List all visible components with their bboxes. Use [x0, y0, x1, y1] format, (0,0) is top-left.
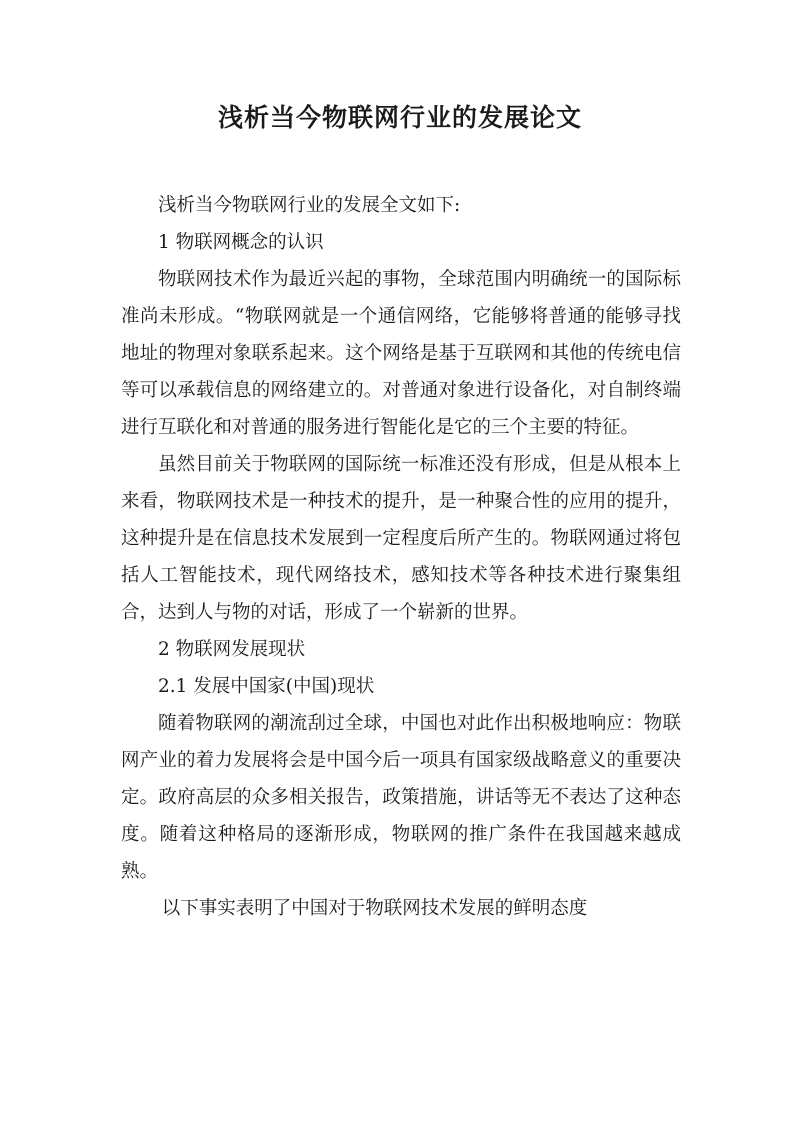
body-paragraph: 随着物联网的潮流刮过全球，中国也对此作出积极地响应：物联网产业的着力发展将会是中国今后一项具有国家级战略意义的重要决定。政府高层的众多相关报告，政策措施，讲话等无不表达了这种态度。随着这种格局的逐渐形成，物联网的推广条件在我国越来越成熟。 — [121, 713, 681, 882]
intro-paragraph: 浅析当今物联网行业的发展全文如下: — [158, 195, 461, 216]
document-title: 浅析当今物联网行业的发展论文 — [217, 103, 582, 132]
section-heading-2: 2 物联网发展现状 — [158, 639, 306, 660]
section-heading-1: 1 物联网概念的认识 — [158, 232, 324, 253]
body-paragraph: 虽然目前关于物联网的国际统一标准还没有形成，但是从根本上来看，物联网技术是一种技术的提升，是一种聚合性的应用的提升，这种提升是在信息技术发展到一定程度后所产生的。物联网通过将包括人工智能技术，现代网络技术，感知技术等各种技术进行聚集组合，达到人与物的对话，形成了一个崭新的世界。 — [121, 454, 681, 623]
body-paragraph: 以下事实表明了中国对于物联网技术发展的鲜明态度 — [161, 898, 588, 919]
subsection-heading-2-1: 2.1 发展中国家(中国)现状 — [158, 676, 375, 697]
body-paragraph: 物联网技术作为最近兴起的事物，全球范围内明确统一的国际标准尚未形成。“物联网就是一个通信网络，它能够将普通的能够寻找地址的物理对象联系起来。这个网络是基于互联网和其他的传统电信等可以承载信息的网络建立的。对普通对象进行设备化，对自制终端进行互联化和对普通的服务进行智能化是它的三个主要的特征。 — [121, 269, 681, 438]
document-body — [121, 187, 681, 927]
